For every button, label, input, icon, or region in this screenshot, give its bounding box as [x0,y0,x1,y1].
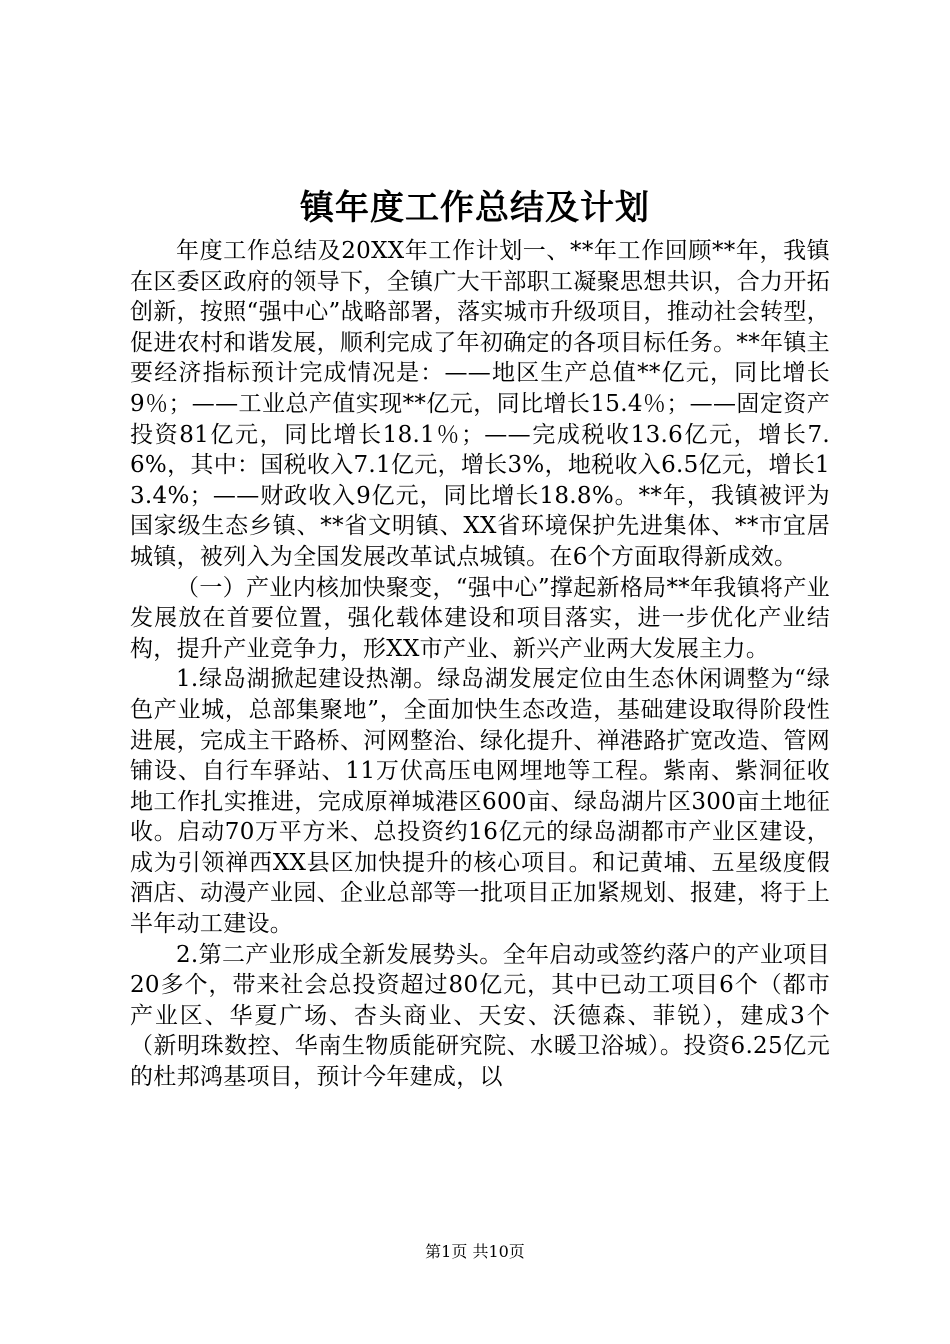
paragraph-section-one: （一）产业内核加快聚变，“强中心”撑起新格局**年我镇将产业发展放在首要位置，强化载体建设和项目落实，进一步优化产业结构，提升产业竞争力，形XX市产业、新兴产业两大发展主力。 [130,574,830,662]
page-number-indicator: 第1页 共10页 [425,1242,525,1261]
page-footer [0,1241,950,1263]
document-title: 镇年度工作总结及计划 [300,188,650,228]
paragraph-item-two: 2.第二产业形成全新发展势头。全年启动或签约落户的产业项目20多个，带来社会总投资超过80亿元，其中已动工项目6个（都市产业区、华夏广场、杏头商业、天安、沃德森、菲锐），建成3个（新明珠数控、华南生物质能研究院、水暖卫浴城）。投资6.25亿元的杜邦鸿基项目，预计今年建成，以 [130,941,830,1091]
document-body [130,236,830,1093]
paragraph-item-one: 1.绿岛湖掀起建设热潮。绿岛湖发展定位由生态休闲调整为“绿色产业城，总部集聚地”，全面加快生态改造，基础建设取得阶段性进展，完成主干路桥、河网整治、绿化提升、禅港路扩宽改造、管网铺设、自行车驿站、11万伏高压电网埋地等工程。紫南、紫洞征收地工作扎实推进，完成原禅城港区600亩、绿岛湖片区300亩土地征收。启动70万平方米、总投资约16亿元的绿岛湖都市产业区建设，成为引领禅西XX县区加快提升的核心项目。和记黄埔、五星级度假酒店、动漫产业园、企业总部等一批项目正加紧规划、报建，将于上半年动工建设。 [130,666,830,938]
paragraph-intro: 年度工作总结及20XX年工作计划一、**年工作回顾**年，我镇在区委区政府的领导下，全镇广大干部职工凝聚思想共识，合力开拓创新，按照“强中心”战略部署，落实城市升级项目，推动社会转型，促进农村和谐发展，顺利完成了年初确定的各项目标任务。**年镇主要经济指标预计完成情况是：——地区生产总值**亿元，同比增长9％；——工业总产值实现**亿元，同比增长15.4％；——固定资产投资81亿元，同比增长18.1％；——完成税收13.6亿元，增长7.6%，其中：国税收入7.1亿元，增长3%，地税收入6.5亿元，增长13.4%；——财政收入9亿元，同比增长18.8%。**年，我镇被评为国家级生态乡镇、**省文明镇、XX省环境保护先进集体、**市宜居城镇，被列入为全国发展改革试点城镇。在6个方面取得新成效。 [130,238,830,570]
